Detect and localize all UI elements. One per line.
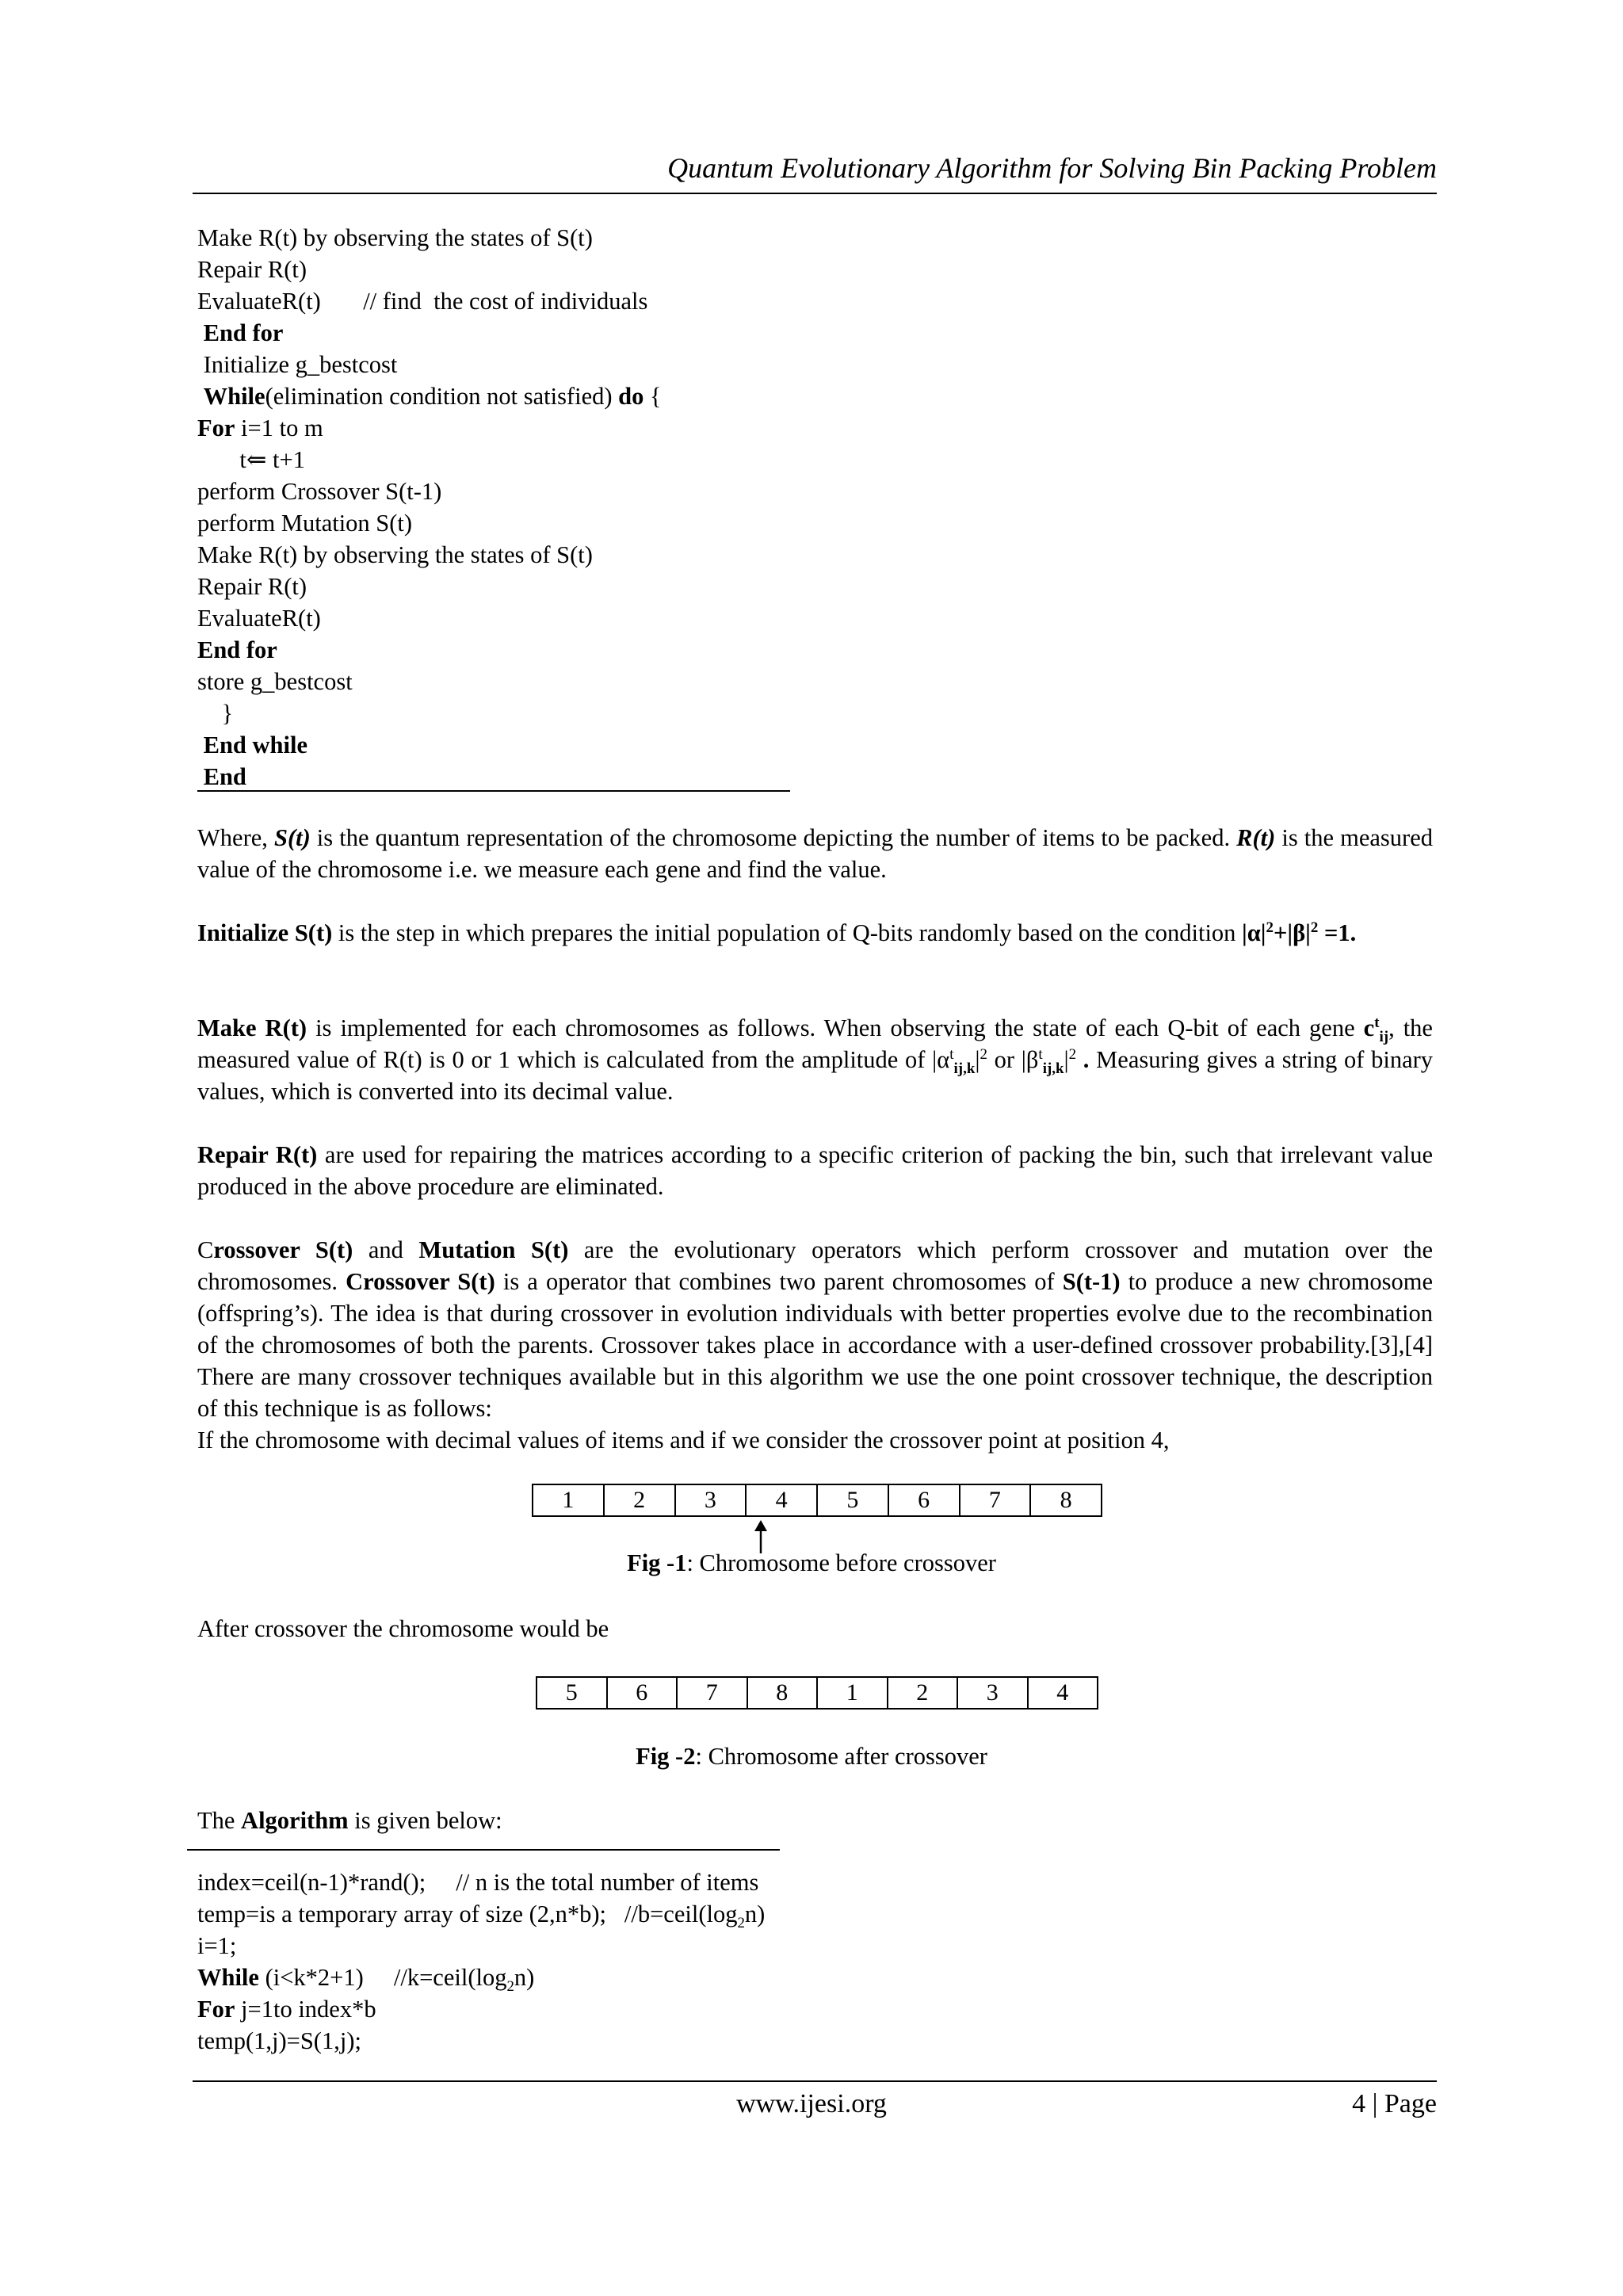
code-line: While (i<k*2+1) $//k=ceil(\log_2n)$ xyxy=(197,1964,535,1996)
code-line: t⇐ t+1 xyxy=(239,446,305,473)
term-s-t: S(t) xyxy=(273,824,311,851)
crossover-paragraph: Crossover S(t) and Mutation S(t) are the evolutionary operators which perform crossover and mutation over the chromosomes. Crossover S(t) is a operator that combines two parent chromosomes of S(t-1) to produce a new chromosome (offspring’s). The idea is that during crossover in evolution individuals with better properties evolve due to the recombination of the chromosomes of both the parents. Crossover takes place in accordance with a user-defined crossover probability.[3],[4] There are many crossover techniques available but in this algorithm we use the one point crossover technique, the description of this technique is as follows: If the chromosome with decimal values of items and if we consider the crossover point at position 4, xyxy=(197,1236,1433,1454)
algorithm-intro: The Algorithm is given below: xyxy=(197,1807,502,1834)
chromosome-gene-cell: 6 xyxy=(608,1678,678,1708)
code-line: index=ceil(n-1)*rand(); // n is the total number of items xyxy=(197,1869,759,1896)
code-line: End for xyxy=(203,319,284,346)
fig2-caption: Fig -2: Chromosome after crossover xyxy=(636,1743,987,1770)
chromosome-gene-cell: 3 xyxy=(958,1678,1029,1708)
chromosome-gene-cell: 3 xyxy=(676,1485,747,1515)
code-line: Initialize g_bestcost xyxy=(203,351,398,378)
normalization-formula: $|\alpha|^2+|\beta|^2 =1$. xyxy=(1242,919,1357,946)
chromosome-gene-cell: 4 xyxy=(1056,1679,1069,1706)
algorithm-rule xyxy=(187,1849,780,1851)
code-line: Repair R(t) xyxy=(197,256,307,283)
gene-symbol: $c^t_{ij}$ xyxy=(1363,1014,1389,1046)
code-line: temp(1,j)=S(1,j); xyxy=(197,2027,361,2054)
term-make: Make R(t) xyxy=(197,1014,307,1041)
chromosome-gene-cell: 5 xyxy=(537,1678,608,1708)
running-header: Quantum Evolutionary Algorithm for Solving Bin Packing Problem xyxy=(667,152,1437,184)
repair-paragraph: Repair R(t) are used for repairing the matrices according to a specific criterion of packing the bin, such that irrelevant value produced in the above procedure are eliminated. xyxy=(197,1141,1433,1200)
chromosome-gene-cell: 2 xyxy=(888,1678,959,1708)
code-line: temp=is a temporary array of size (2,n*b); $//b=ceil(\log_2n)$ xyxy=(197,1901,766,1932)
definition-paragraph: Where, S(t) is the quantum representation of the chromosome depicting the number of items to be packed. R(t) is the measured value of the chromosome i.e. we measure each gene and find the value. xyxy=(197,824,1433,883)
header-rule xyxy=(193,193,1437,194)
code-line: Make R(t) by observing the states of S(t) xyxy=(197,224,593,251)
footer-url: www.ijesi.org xyxy=(736,2089,887,2118)
code-line: perform Crossover S(t-1) xyxy=(197,478,442,505)
chromosome-gene-cell: 4 xyxy=(747,1485,818,1515)
code-line: store g_bestcost xyxy=(197,668,353,695)
code-line: } xyxy=(221,700,234,727)
page-number: 4 | Page xyxy=(1352,2089,1437,2118)
chromosome-gene-cell: 7 xyxy=(960,1485,1032,1515)
chromosome-gene-cell: 5 xyxy=(818,1485,889,1515)
code-line: EvaluateR(t) xyxy=(197,605,321,632)
algorithm-code-block xyxy=(197,1866,765,2057)
footer-rule xyxy=(193,2080,1437,2082)
pseudocode-block xyxy=(197,222,662,793)
pseudocode-end-rule xyxy=(197,790,790,792)
fig1-caption: Fig -1: Chromosome before crossover xyxy=(627,1549,996,1576)
chromosome-gene-cell: 8 xyxy=(1060,1487,1072,1513)
chromosome-gene-cell: 1 xyxy=(818,1678,888,1708)
code-line: perform Mutation S(t) xyxy=(197,510,413,537)
code-line: i=1; xyxy=(197,1932,237,1959)
chromosome-gene-cell: 7 xyxy=(678,1678,748,1708)
code-line: End xyxy=(203,763,246,790)
fig2-chromosome-table xyxy=(536,1676,1098,1710)
code-line: Make R(t) by observing the states of S(t) xyxy=(197,541,593,568)
term-r-t: R(t) xyxy=(1236,824,1276,851)
make-rt-paragraph: Make R(t) is implemented for each chromosomes as follows. When observing the state of each Q-bit of each gene $c^t_{ij}$, the measured value of R(t) is 0 or 1 which is calculated from the amplitude of $|\alpha^t_{ij,k}|^2$ or $|\beta^t_{ij,k}|^2$ . Measuring gives a string of binary values, which is converted into its decimal value. xyxy=(197,1014,1434,1105)
chromosome-gene-cell: 8 xyxy=(748,1678,819,1708)
term-initialize: Initialize S(t) xyxy=(197,919,333,946)
initialize-paragraph: Initialize S(t) is the step in which prepares the initial population of Q-bits randomly based on the condition $|\alpha|^2+|\beta|^2 =1$. xyxy=(197,919,1357,946)
fig1-chromosome-table xyxy=(532,1484,1102,1517)
after-crossover-text: After crossover the chromosome would be xyxy=(197,1615,609,1642)
code-line: For j=1to index*b xyxy=(197,1996,376,2023)
code-line: For i=1 to m xyxy=(197,415,323,441)
chromosome-gene-cell: 2 xyxy=(605,1485,676,1515)
chromosome-gene-cell: 6 xyxy=(889,1485,960,1515)
code-line: End for xyxy=(197,636,277,663)
code-line: Repair R(t) xyxy=(197,573,307,600)
code-line: While(elimination condition not satisfied) do { xyxy=(203,383,662,410)
code-line: End while xyxy=(203,732,307,758)
code-line: EvaluateR(t) // find the cost of individuals xyxy=(197,288,648,315)
term-repair: Repair R(t) xyxy=(197,1141,318,1168)
chromosome-gene-cell: 1 xyxy=(533,1485,605,1515)
